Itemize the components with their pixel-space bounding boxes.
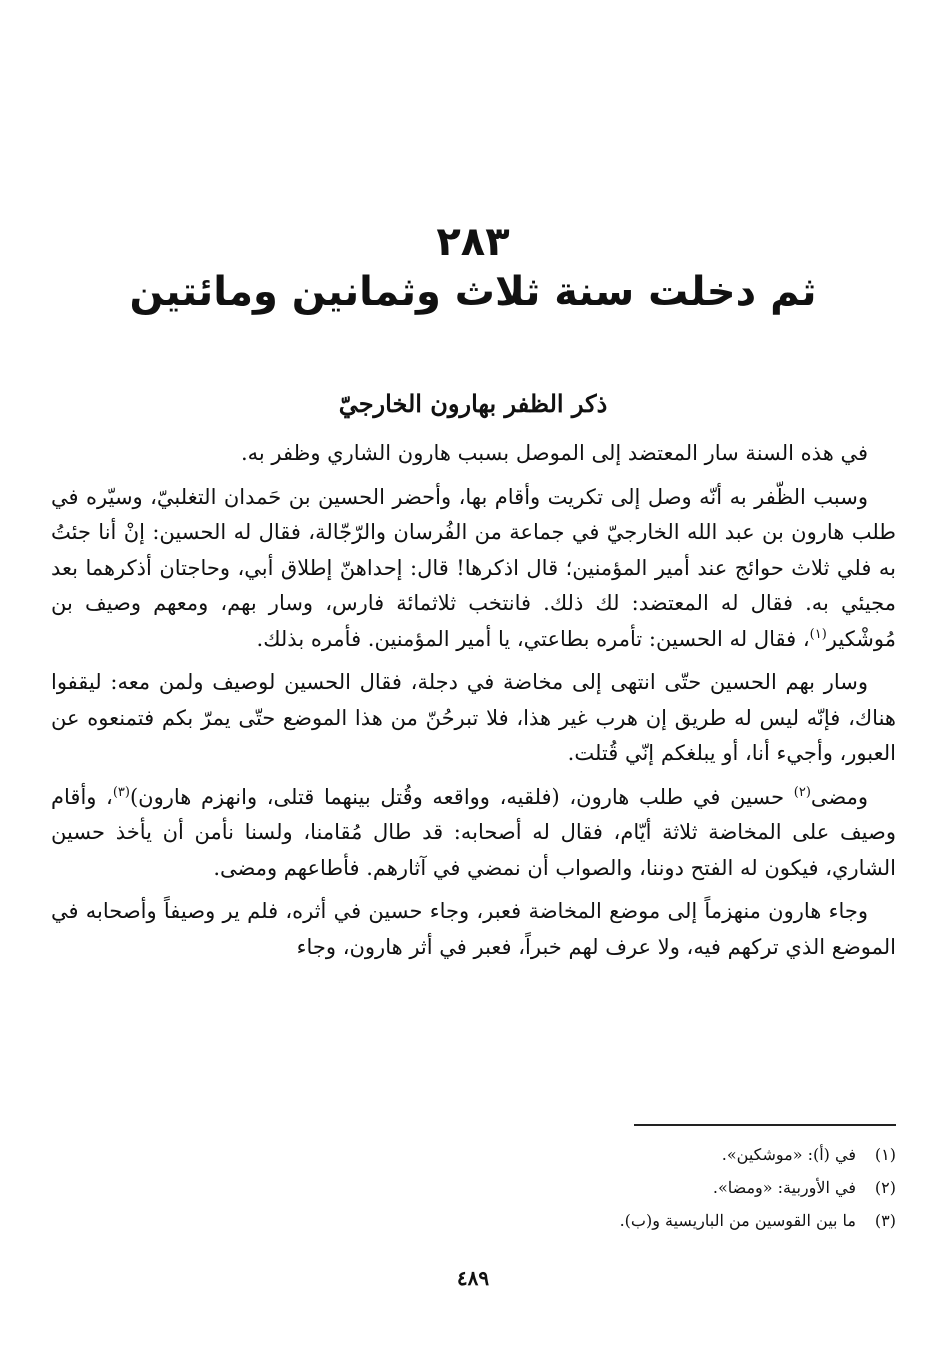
paragraph-text: ومضى: [810, 784, 869, 809]
footnote-ref-2: (٢): [793, 784, 811, 800]
year-number: ٢٨٣: [436, 219, 510, 265]
footnote-text: في الأوربية: «ومضا».: [712, 1178, 856, 1197]
paragraph-2: [51, 480, 896, 658]
footnote-text: في (أ): «موشكين».: [721, 1145, 856, 1164]
paragraph-text-continued: ، وأقام وصيف على المخاضة ثلاثة أيّام، فقال له أصحابه: قد طال مُقامنا، ولسنا نأمن أن يأخذ حسين الشاري، فيكون له الفتح دوننا، والصواب أن نمضي في آثارهم. فأطاعهم ومضى.: [51, 784, 896, 880]
paragraph-text: وسار بهم الحسين حتّى انتهى إلى مخاضة في دجلة، فقال الحسين لوصيف ولمن معه: ليقفوا هناك، فإنّه ليس له طريق إن هرب غير هذا، فلا تبرحُنّ من هذا الموضع حتّى يمرّ بكم فتمنعوه عن العبور، وأجيء أنا، أو يبلغكم إنّي قُتلت.: [51, 670, 896, 765]
footnote-2: [396, 1171, 896, 1204]
paragraph-text: وجاء هارون منهزماً إلى موضع المخاضة فعبر، وجاء حسين في أثره، فلم ير وصيفاً وأصحابه في الموضع الذي تركهم فيه، ولا عرف لهم خبراً، فعبر في أثر هارون، وجاء: [51, 899, 896, 959]
footnote-number: (٣): [874, 1211, 896, 1230]
footnote-ref-1: (١): [809, 626, 827, 642]
paragraph-text-continued: ، فقال له الحسين: تأمره بطاعتي، يا أمير المؤمنين. فأمره بذلك.: [256, 626, 810, 651]
footnotes: [396, 1138, 896, 1237]
paragraph-text-continued: حسين في طلب هارون، (فلقيه، وواقعه وقُتل بينهما قتلى، وانهزم هارون): [129, 784, 794, 809]
paragraph-text: وسبب الظّفر به أنّه وصل إلى تكريت وأقام بها، وأحضر الحسين بن حَمدان التغلبيّ، وسيّره في طلب هارون بن عبد الله الخارجيّ في جماعة من الفُرسان والرّجّالة، فقال له الحسين: إنْ أنا جئتُ به فلي ثلاث حوائج عند أمير المؤمنين؛ قال اذكرها! قال: إحداهنّ إطلاق أبي، وحاجتان أذكرهما بعد مجيئي به. فقال له المعتضد: لك ذلك. فانتخب ثلاثمائة فارس، وسار بهم، ومعهم وصيف بن مُوشْكير: [51, 484, 896, 651]
page-number: ٤٨٩: [456, 1266, 490, 1290]
paragraph-5: [51, 894, 896, 965]
footnote-3: [396, 1204, 896, 1237]
footnote-text: ما بين القوسين من الباريسية و(ب).: [619, 1211, 856, 1230]
section-heading: ذكر الظفر بهارون الخارجيّ: [338, 389, 608, 418]
footnote-divider: [634, 1124, 896, 1126]
footnote-number: (١): [874, 1145, 896, 1164]
paragraph-3: [51, 665, 896, 772]
footnote-1: [396, 1138, 896, 1171]
paragraph-text: في هذه السنة سار المعتضد إلى الموصل بسبب هارون الشاري وظفر به.: [240, 441, 868, 465]
body-text: [51, 436, 896, 973]
footnote-number: (٢): [874, 1178, 896, 1197]
paragraph-4: [51, 780, 896, 887]
paragraph-1: [51, 436, 896, 472]
footnote-ref-3: (٣): [112, 784, 130, 800]
chapter-title: ثم دخلت سنة ثلاث وثمانين ومائتين: [129, 269, 817, 315]
